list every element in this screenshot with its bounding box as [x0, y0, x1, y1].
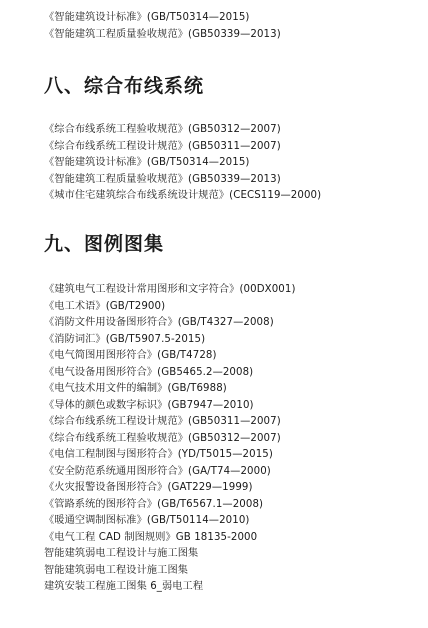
standards-list-cabling	[44, 122, 321, 205]
section-heading-legend-atlas: 九、图例图集	[44, 233, 165, 255]
list-item: 《消防文件用设备图形符合》(GB/T4327—2008)	[44, 317, 274, 328]
list-item: 《电气工程 CAD 制图规则》GB 18135-2000	[44, 531, 258, 543]
section-heading-cabling: 八、综合布线系统	[44, 75, 205, 97]
list-item: 智能建筑弱电工程设计与施工图集	[44, 548, 199, 559]
list-item: 《城市住宅建筑综合布线系统设计规范》(CECS119—2000)	[44, 190, 322, 201]
list-item: 《综合布线系统工程验收规范》(GB50312—2007)	[44, 432, 281, 444]
list-item: 《智能建筑工程质量验收规范》(GB50339—2013)	[44, 28, 281, 40]
list-item: 《电气技术用文件的编制》(GB/T6988)	[44, 383, 227, 394]
list-item: 《综合布线系统工程验收规范》(GB50312—2007)	[44, 124, 281, 135]
list-item: 《电工术语》(GB/T2900)	[44, 300, 166, 312]
list-item: 《电气简图用图形符合》(GB/T4728)	[44, 350, 217, 361]
list-item: 《综合布线系统工程设计规范》(GB50311—2007)	[44, 140, 281, 152]
standards-list-legend-atlas	[44, 282, 296, 596]
list-item: 建筑安装工程施工图集 6_弱电工程	[44, 581, 204, 592]
list-item: 《建筑电气工程设计常用图形和文字符合》(00DX001)	[44, 284, 296, 295]
list-item: 《暖通空调制图标准》(GB/T50114—2010)	[44, 515, 250, 526]
list-item: 《智能建筑设计标准》(GB/T50314—2015)	[44, 12, 250, 23]
list-item: 《智能建筑工程质量验收规范》(GB50339—2013)	[44, 173, 281, 185]
list-item: 《管路系统的图形符合》(GB/T6567.1—2008)	[44, 498, 264, 510]
list-item: 《导体的颜色或数字标识》(GB7947—2010)	[44, 399, 254, 411]
list-item: 《电气设备用图形符合》(GB5465.2—2008)	[44, 366, 254, 378]
list-item: 《消防词汇》(GB/T5907.5-2015)	[44, 333, 206, 345]
list-item: 《安全防范系统通用图形符合》(GA/T74—2000)	[44, 465, 271, 477]
list-item: 《智能建筑设计标准》(GB/T50314—2015)	[44, 157, 250, 168]
list-item: 《电信工程制图与图形符合》(YD/T5015—2015)	[44, 449, 273, 460]
list-item: 智能建筑弱电工程设计施工图集	[44, 564, 189, 576]
standards-list-top	[44, 10, 281, 43]
list-item: 《综合布线系统工程设计规范》(GB50311—2007)	[44, 416, 281, 427]
list-item: 《火灾报警设备图形符合》(GAT229—1999)	[44, 482, 253, 493]
